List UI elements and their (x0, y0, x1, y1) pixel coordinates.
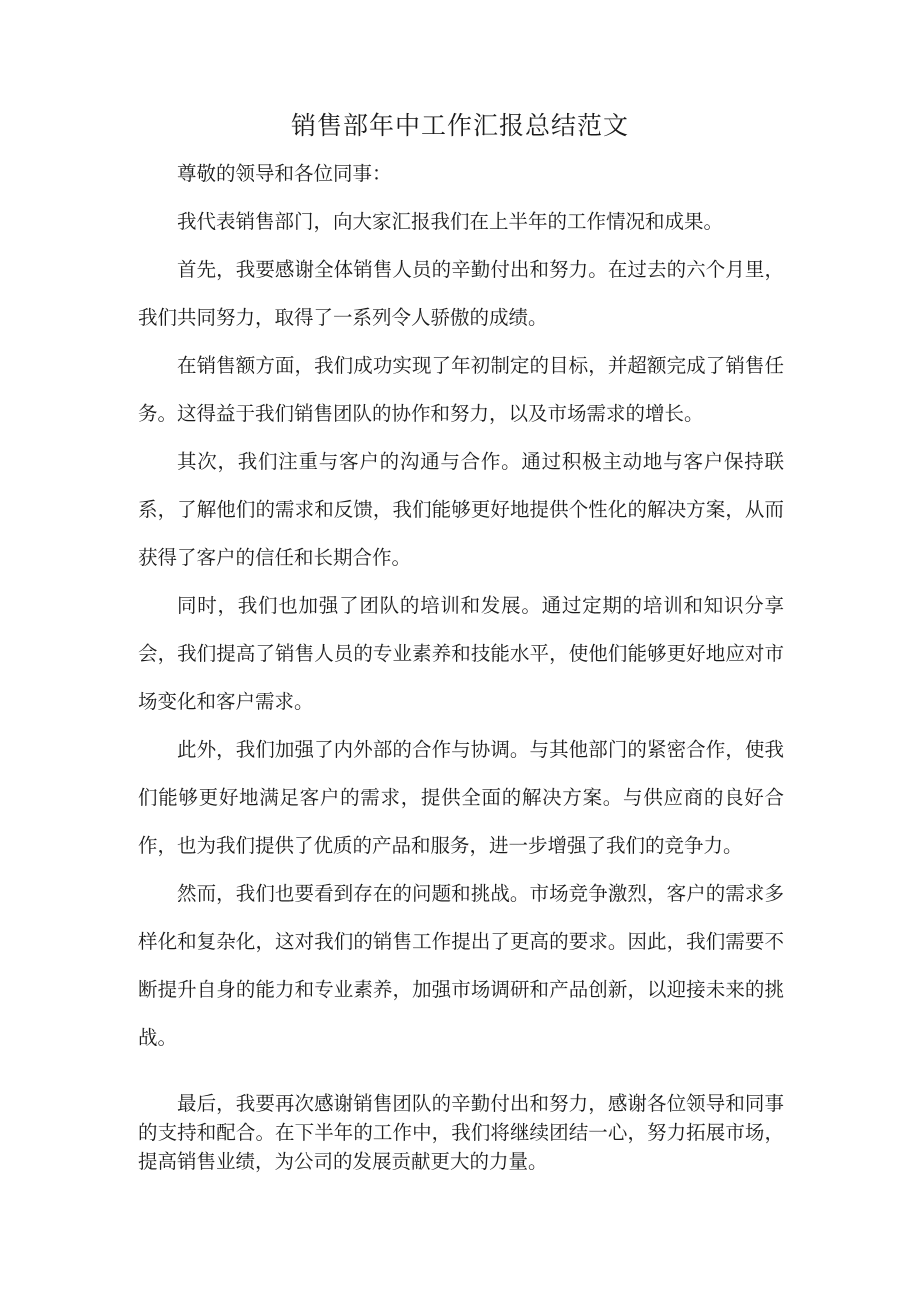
greeting: 尊敬的领导和各位同事： (177, 162, 392, 185)
paragraph-5: 同时，我们也加强了团队的培训和发展。通过定期的培训和知识分享会，我们提高了销售人员的专业素养和技能水平，使他们能够更好地应对市场变化和客户需求。 (138, 594, 784, 713)
document-title: 销售部年中工作汇报总结范文 (290, 111, 629, 140)
paragraph-3: 在销售额方面，我们成功实现了年初制定的目标，并超额完成了销售任务。这得益于我们销售团队的协作和努力，以及市场需求的增长。 (138, 354, 784, 425)
paragraph-1: 我代表销售部门，向大家汇报我们在上半年的工作情况和成果。 (177, 210, 724, 233)
paragraph-2: 首先，我要感谢全体销售人员的辛勤付出和努力。在过去的六个月里，我们共同努力，取得了一系列令人骄傲的成绩。 (138, 258, 784, 329)
paragraph-8: 最后，我要再次感谢销售团队的辛勤付出和努力，感谢各位领导和同事的支持和配合。在下半年的工作中，我们将继续团结一心，努力拓展市场，提高销售业绩，为公司的发展贡献更大的力量。 (138, 1092, 784, 1173)
paragraph-7: 然而，我们也要看到存在的问题和挑战。市场竞争激烈，客户的需求多样化和复杂化，这对我们的销售工作提出了更高的要求。因此，我们需要不断提升自身的能力和专业素养，加强市场调研和产品创新，以迎接未来的挑战。 (138, 882, 784, 1049)
paragraph-6: 此外，我们加强了内外部的合作与协调。与其他部门的紧密合作，使我们能够更好地满足客户的需求，提供全面的解决方案。与供应商的良好合作，也为我们提供了优质的产品和服务，进一步增强了我们的竞争力。 (138, 738, 784, 857)
paragraph-4: 其次，我们注重与客户的沟通与合作。通过积极主动地与客户保持联系，了解他们的需求和反馈，我们能够更好地提供个性化的解决方案，从而获得了客户的信任和长期合作。 (138, 450, 784, 569)
